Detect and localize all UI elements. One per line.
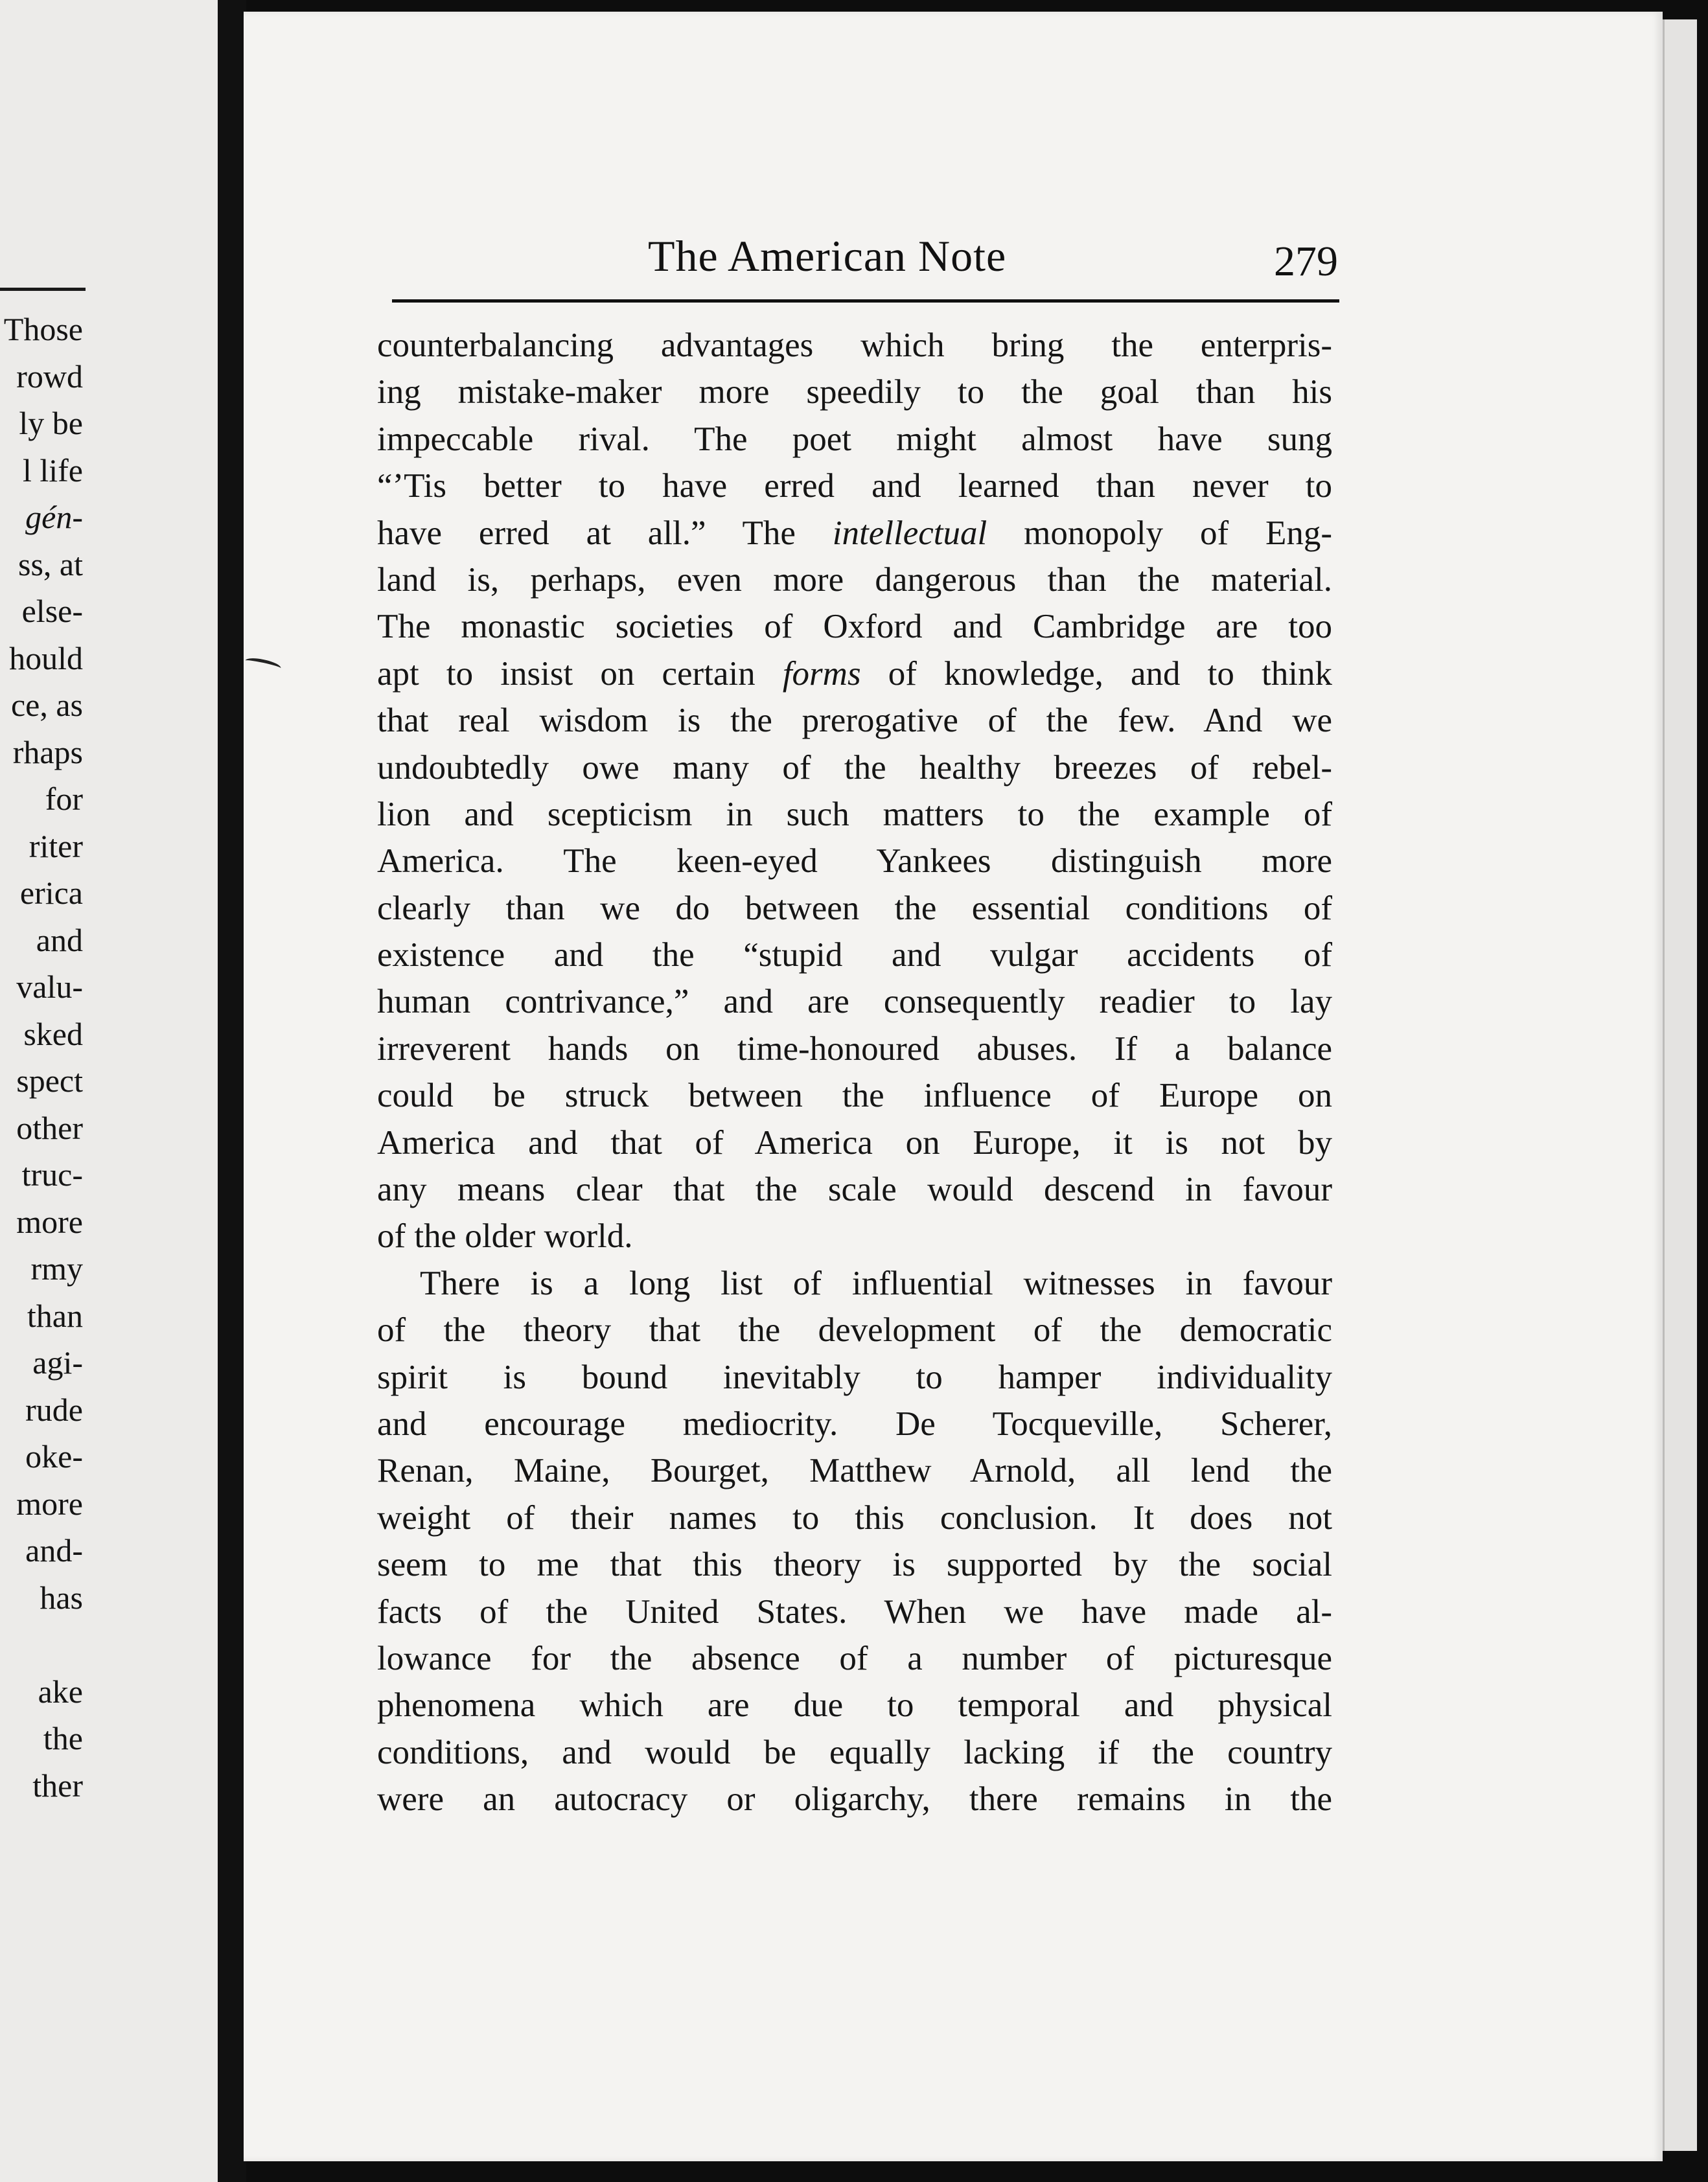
text-line: facts of the United States. When we have made al- bbox=[377, 1592, 1332, 1631]
text-line: undoubtedly owe many of the healthy breezes of rebel- bbox=[377, 748, 1332, 787]
text-line: Renan, Maine, Bourget, Matthew Arnold, all lend the bbox=[377, 1452, 1332, 1490]
running-head: The American Note bbox=[648, 231, 1007, 281]
left-page-fragment: rmy bbox=[30, 1250, 83, 1287]
left-page-fragment: sked bbox=[23, 1015, 83, 1052]
left-page-fragment: more bbox=[16, 1203, 83, 1240]
left-page-fragment: gén- bbox=[25, 499, 83, 535]
body-text bbox=[377, 322, 1332, 1823]
text-line: ing mistake-maker more speedily to the goal than his bbox=[377, 373, 1332, 411]
left-page-fragment: l life bbox=[22, 452, 83, 488]
page-header bbox=[392, 231, 1338, 285]
text-line: conditions, and would be equally lacking if the country bbox=[377, 1733, 1332, 1771]
left-page-gap bbox=[0, 1621, 83, 1668]
text-line: land is, perhaps, even more dangerous than the material. bbox=[377, 560, 1332, 599]
left-page-fragment: else- bbox=[21, 593, 83, 629]
left-page-fragment: erica bbox=[19, 875, 83, 911]
text-line: irreverent hands on time-honoured abuses. If a balance bbox=[377, 1029, 1332, 1068]
text-line: lowance for the absence of a number of picturesque bbox=[377, 1639, 1332, 1677]
italic-word: intellectual bbox=[832, 514, 987, 552]
left-page-fragment: agi- bbox=[32, 1344, 83, 1381]
text-segment: of knowledge, and to think bbox=[860, 654, 1332, 693]
left-page-fragment: and- bbox=[25, 1532, 83, 1568]
page-number: 279 bbox=[1274, 238, 1338, 285]
text-line: America and that of America on Europe, it is not by bbox=[377, 1123, 1332, 1162]
left-page-rule bbox=[0, 288, 86, 291]
text-line: clearly than we do between the essential conditions of bbox=[377, 889, 1332, 927]
text-line: seem to me that this theory is supported by the social bbox=[377, 1546, 1332, 1584]
header-rule bbox=[392, 299, 1339, 303]
text-line: impeccable rival. The poet might almost have sung bbox=[377, 420, 1332, 458]
text-line: of the theory that the development of the democratic bbox=[377, 1311, 1332, 1349]
text-line: were an autocracy or oligarchy, there remains in the bbox=[377, 1780, 1332, 1819]
text-line: weight of their names to this conclusion. It does not bbox=[377, 1499, 1332, 1537]
text-line: lion and scepticism in such matters to the example of bbox=[377, 795, 1332, 833]
left-page-fragment: valu- bbox=[16, 969, 83, 1005]
text-line: could be struck between the influence of Europe on bbox=[377, 1077, 1332, 1115]
text-line: “’Tis better to have erred and learned than never to bbox=[377, 467, 1332, 505]
text-line: phenomena which are due to temporal and physical bbox=[377, 1686, 1332, 1725]
text-line: and encourage mediocrity. De Tocqueville, Scherer, bbox=[377, 1405, 1332, 1443]
left-facing-page bbox=[0, 0, 220, 2182]
left-page-fragment: more bbox=[16, 1485, 83, 1522]
left-page-fragment: Those bbox=[3, 311, 83, 347]
left-page-fragment: and bbox=[36, 921, 83, 958]
left-page-fragment: than bbox=[27, 1297, 83, 1334]
page-edge bbox=[1663, 19, 1697, 2151]
text-line: human contrivance,” and are consequently readier to lay bbox=[377, 983, 1332, 1021]
text-line: counterbalancing advantages which bring the enterpris- bbox=[377, 327, 1332, 364]
left-page-fragment: ake bbox=[38, 1673, 83, 1710]
left-page-fragment: other bbox=[16, 1109, 83, 1146]
text-line: The monastic societies of Oxford and Cambridge are too bbox=[377, 608, 1332, 646]
text-line: existence and the “stupid and vulgar accidents of bbox=[377, 936, 1332, 974]
text-line: spirit is bound inevitably to hamper individuality bbox=[377, 1358, 1332, 1396]
left-page-fragment: truc- bbox=[21, 1156, 83, 1193]
left-page-fragment: riter bbox=[29, 827, 83, 864]
text-line: There is a long list of influential witnesses in favour bbox=[420, 1264, 1332, 1302]
text-line: of the older world. bbox=[377, 1217, 633, 1256]
left-page-fragment: rhaps bbox=[12, 733, 83, 770]
left-page-fragment: oke- bbox=[25, 1438, 83, 1475]
text-line bbox=[377, 510, 1332, 557]
text-segment: monopoly of Eng- bbox=[987, 514, 1333, 552]
left-page-fragment: hould bbox=[9, 639, 83, 676]
text-segment: apt to insist on certain bbox=[377, 654, 783, 693]
left-page-fragment: rude bbox=[25, 1391, 83, 1428]
text-line bbox=[377, 650, 1332, 697]
left-page-fragment: ly be bbox=[19, 405, 83, 441]
italic-word: forms bbox=[782, 654, 861, 693]
left-page-fragment: ss, at bbox=[18, 546, 83, 582]
left-page-fragment: ce, as bbox=[10, 687, 83, 723]
left-page-text-fragments bbox=[0, 306, 83, 1809]
left-page-fragment: ther bbox=[32, 1767, 83, 1804]
left-page-fragment: has bbox=[40, 1579, 83, 1616]
book-gutter bbox=[218, 0, 246, 2182]
text-line: America. The keen-eyed Yankees distinguish more bbox=[377, 842, 1332, 880]
text-line: that real wisdom is the prerogative of the few. And we bbox=[377, 702, 1332, 740]
left-page-fragment: rowd bbox=[16, 358, 83, 395]
text-line: any means clear that the scale would descend in favour bbox=[377, 1171, 1332, 1209]
left-page-fragment: for bbox=[45, 781, 83, 817]
left-page-fragment: the bbox=[43, 1720, 83, 1756]
text-segment: have erred at all.” The bbox=[377, 514, 833, 552]
left-page-fragment: spect bbox=[16, 1062, 83, 1099]
